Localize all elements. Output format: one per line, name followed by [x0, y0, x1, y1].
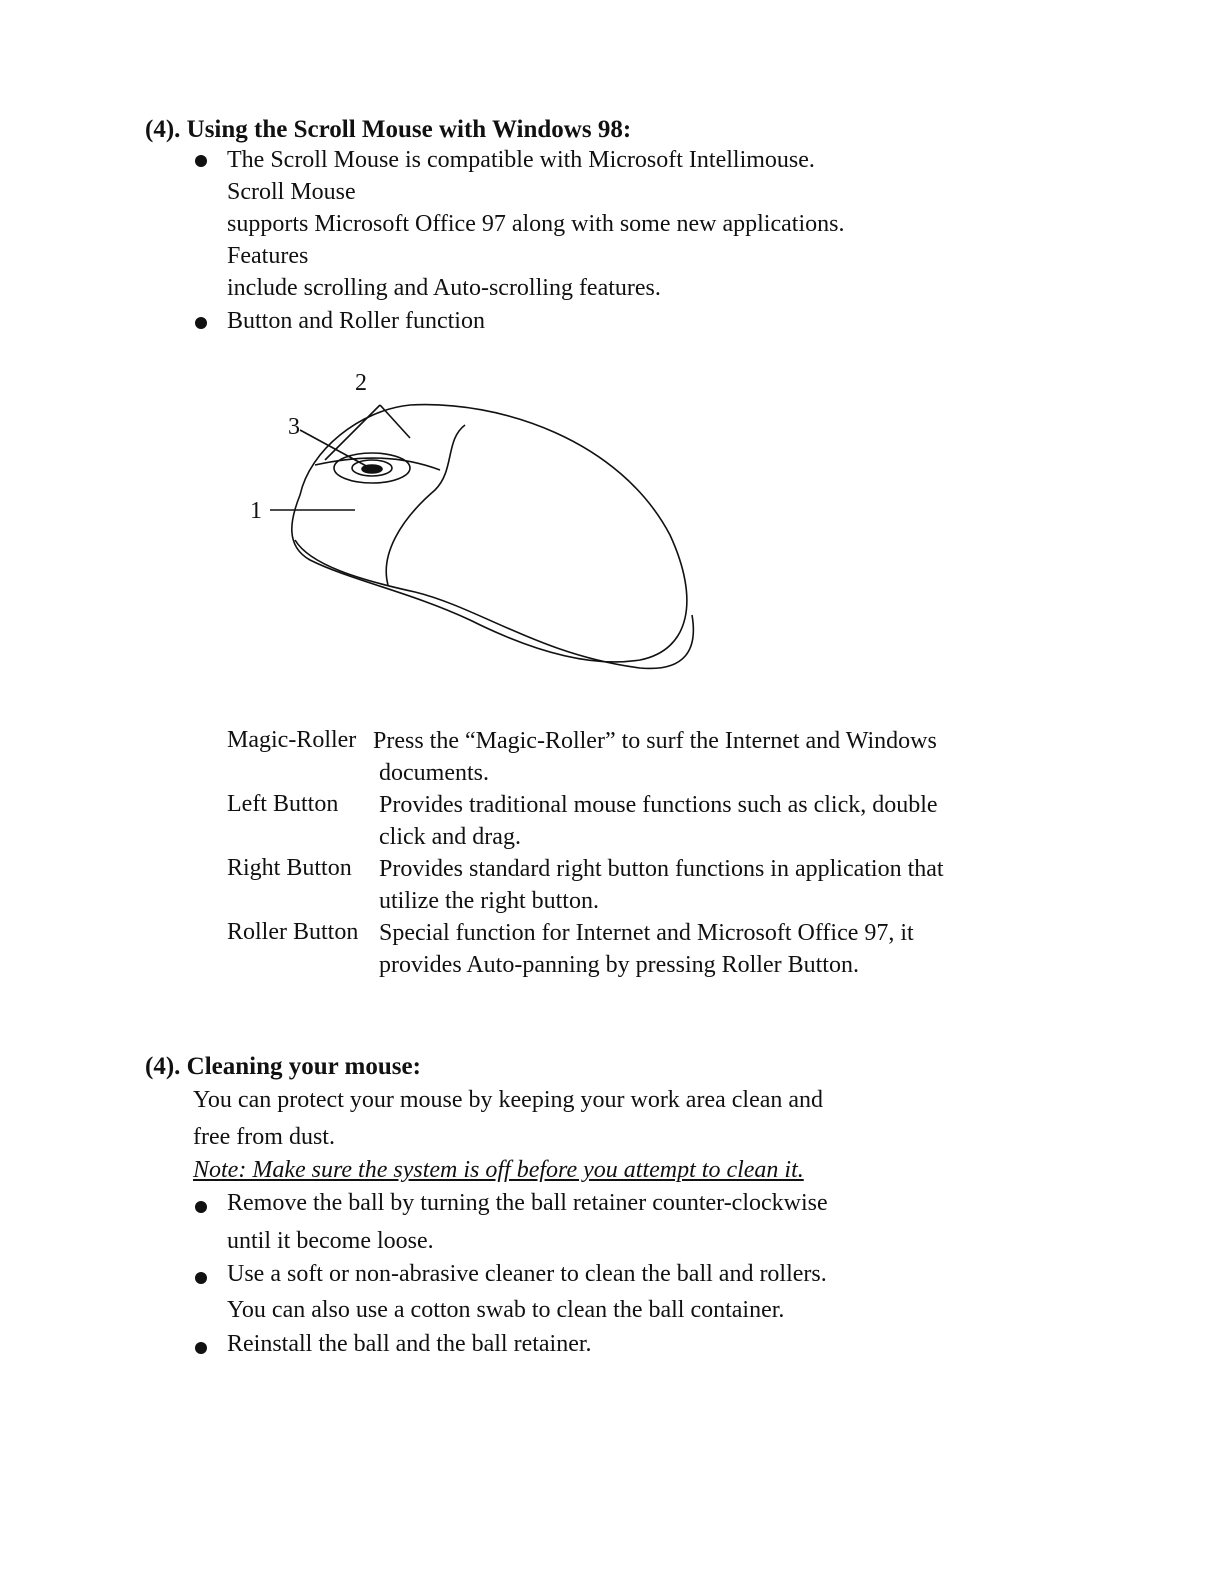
function-term: Magic-Roller [227, 727, 357, 753]
function-description: Special function for Internet and Microsoft Office 97, it provides Auto-panning by pressing Roller Button. [379, 920, 914, 978]
label-2: 2 [355, 370, 367, 396]
bullet-text-line: Scroll Mouse [227, 179, 356, 205]
section-heading-cleaning: (4). Cleaning your mouse: [145, 1053, 421, 1080]
bullet-dot [195, 317, 207, 329]
bullet-text-line: include scrolling and Auto-scrolling features. [227, 275, 661, 301]
label-3: 3 [288, 414, 300, 440]
bullet-dot [195, 1272, 207, 1284]
function-term: Roller Button [227, 919, 359, 945]
bullet-text-line: supports Microsoft Office 97 along with some new applications. [227, 211, 845, 237]
cleaning-step-line: until it become loose. [227, 1228, 434, 1254]
label-1: 1 [250, 498, 262, 524]
cleaning-step-line: Reinstall the ball and the ball retainer. [227, 1331, 592, 1357]
mouse-base-edge [295, 540, 693, 668]
function-term: Right Button [227, 855, 352, 881]
section-heading-scroll-mouse: (4). Using the Scroll Mouse with Windows 98: [145, 116, 632, 143]
function-description: Provides traditional mouse functions such as click, double click and drag. [379, 792, 938, 850]
safety-note: Note: Make sure the system is off before you attempt to clean it. [193, 1157, 804, 1183]
bullet-text-line: The Scroll Mouse is compatible with Microsoft Intellimouse. [227, 147, 815, 173]
intro-text-line: free from dust. [193, 1124, 335, 1150]
cleaning-step-line: You can also use a cotton swab to clean the ball container. [227, 1297, 785, 1323]
function-term: Left Button [227, 791, 339, 817]
leader-line-3 [300, 430, 370, 468]
bullet-dot [195, 155, 207, 167]
function-description: Provides standard right button functions in application that utilize the right button. [379, 856, 944, 914]
mouse-diagram [240, 360, 710, 680]
bullet-text-button-roller: Button and Roller function [227, 308, 485, 334]
scroll-wheel-center [362, 465, 382, 473]
cleaning-step-line: Remove the ball by turning the ball retainer counter-clockwise [227, 1190, 828, 1216]
bullet-dot [195, 1201, 207, 1213]
mouse-body-outline [292, 405, 687, 662]
button-divider [386, 425, 465, 585]
leader-line-2a [380, 405, 410, 438]
bullet-dot [195, 1342, 207, 1354]
intro-text-line: You can protect your mouse by keeping your work area clean and [193, 1087, 824, 1113]
function-description: Press the “Magic-Roller” to surf the Internet and Windows documents. [373, 728, 937, 786]
cleaning-step-line: Use a soft or non-abrasive cleaner to clean the ball and rollers. [227, 1261, 827, 1287]
bullet-text-line: Features [227, 243, 309, 269]
leader-line-2b [325, 405, 380, 460]
